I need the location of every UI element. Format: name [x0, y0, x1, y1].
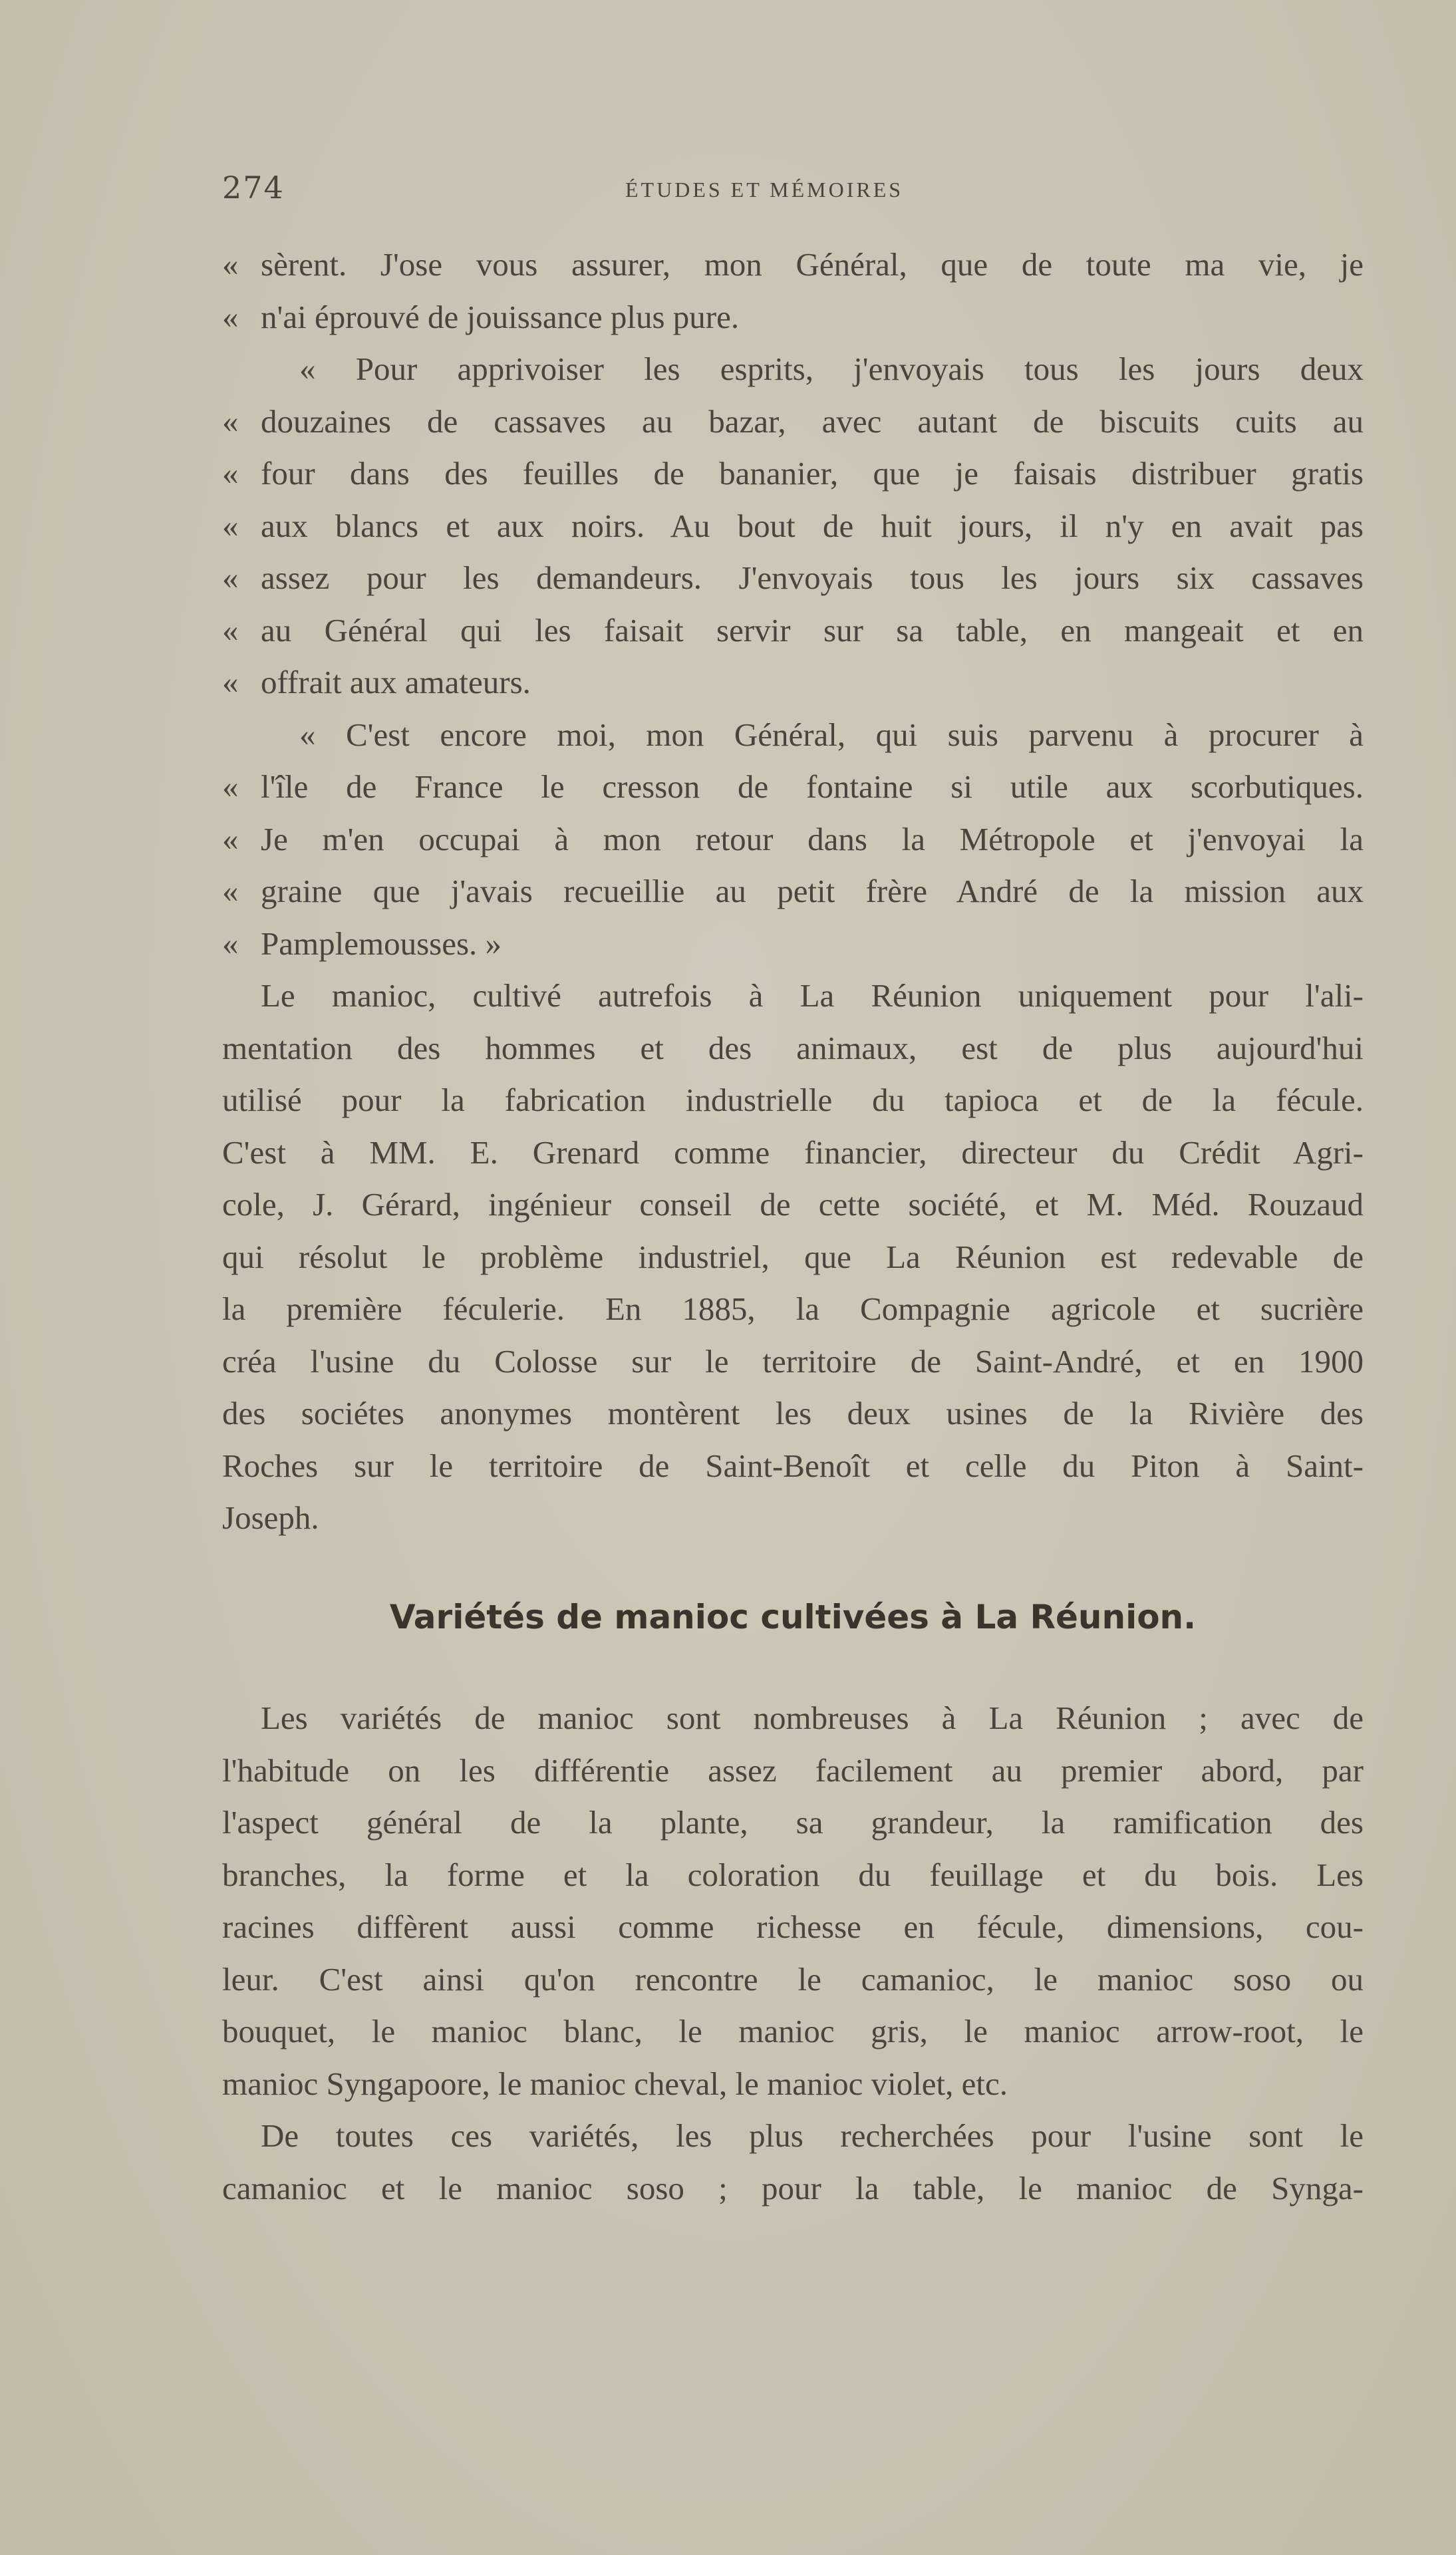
line-text: racines diffèrent aussi comme richesse en fécule, dimensions, cou- — [222, 1908, 1364, 1945]
line-text: De toutes ces variétés, les plus recherchées pour l'usine sont le — [261, 2117, 1364, 2154]
line-text: au Général qui les faisait servir sur sa table, en mangeait et en — [261, 611, 1364, 649]
text-line — [222, 1074, 1364, 1127]
quote-mark: « — [222, 246, 239, 283]
text-line — [222, 605, 1364, 657]
quote-mark: « — [222, 664, 239, 700]
quote-mark: « — [222, 298, 239, 335]
quoted-letter — [222, 239, 1364, 970]
line-text: Le manioc, cultivé autrefois à La Réunion uniquement pour l'ali- — [261, 977, 1364, 1014]
text-line — [222, 1745, 1364, 1797]
line-text: l'aspect général de la plante, sa grandeur, la ramification des — [222, 1804, 1364, 1841]
text-line — [222, 1692, 1364, 1745]
line-text: Pamplemousses. » — [261, 925, 502, 962]
text-line — [222, 2163, 1364, 2215]
text-line — [222, 1283, 1364, 1336]
text-line — [222, 1231, 1364, 1284]
line-text: Les variétés de manioc sont nombreuses à La Réunion ; avec de — [261, 1700, 1364, 1736]
quote-mark: « — [222, 507, 239, 544]
text-line — [222, 918, 1364, 971]
text-line — [222, 291, 1364, 344]
text-line — [222, 2058, 1364, 2111]
text-line — [222, 865, 1364, 918]
section-paragraph — [222, 1692, 1364, 2214]
line-text: aux blancs et aux noirs. Au bout de huit jours, il n'y en avait pas — [261, 507, 1364, 544]
line-text: mentation des hommes et des animaux, est de plus aujourd'hui — [222, 1029, 1364, 1066]
line-text: l'île de France le cresson de fontaine si utile aux scorbutiques. — [261, 768, 1364, 805]
text-line — [222, 657, 1364, 709]
text-line — [222, 1336, 1364, 1388]
quote-mark: « — [222, 559, 239, 596]
text-line — [222, 239, 1364, 291]
line-text: leur. C'est ainsi qu'on rencontre le camanioc, le manioc soso ou — [222, 1960, 1364, 1998]
text-line — [222, 761, 1364, 814]
line-text: assez pour les demandeurs. J'envoyais tous les jours six cassaves — [261, 559, 1364, 596]
section-heading: Variétés de manioc cultivées à La Réunion. — [389, 1598, 1197, 1636]
line-text: offrait aux amateurs. — [261, 664, 531, 700]
line-text: branches, la forme et la coloration du feuillage et du bois. Les — [222, 1856, 1364, 1893]
text-line — [222, 2110, 1364, 2163]
text-line — [222, 396, 1364, 448]
line-text: Roches sur le territoire de Saint-Benoît et celle du Piton à Saint- — [222, 1447, 1364, 1484]
line-text: la première féculerie. En 1885, la Compagnie agricole et sucrière — [222, 1290, 1364, 1327]
line-text: « C'est encore moi, mon Général, qui suis parvenu à procurer à — [299, 716, 1364, 753]
line-text: qui résolut le problème industriel, que La Réunion est redevable de — [222, 1238, 1364, 1275]
text-line — [222, 1388, 1364, 1440]
text-line — [222, 1492, 1364, 1545]
line-text: créa l'usine du Colosse sur le territoire de Saint-André, et en 1900 — [222, 1342, 1364, 1380]
quote-mark: « — [222, 873, 239, 909]
text-line — [222, 2006, 1364, 2058]
body-paragraph — [222, 970, 1364, 1545]
text-line — [222, 1849, 1364, 1902]
line-text: bouquet, le manioc blanc, le manioc gris, le manioc arrow-root, le — [222, 2013, 1364, 2049]
quote-mark: « — [222, 611, 239, 649]
text-line — [222, 1954, 1364, 2006]
line-text: graine que j'avais recueillie au petit frère André de la mission aux — [261, 873, 1364, 909]
text-line — [222, 709, 1364, 762]
line-text: sèrent. J'ose vous assurer, mon Général, que de toute ma vie, je — [261, 246, 1364, 283]
text-line — [222, 343, 1364, 396]
line-text: four dans des feuilles de bananier, que je faisais distribuer gratis — [261, 455, 1364, 492]
text-line — [222, 1022, 1364, 1075]
line-text: utilisé pour la fabrication industrielle du tapioca et de la fécule. — [222, 1082, 1364, 1118]
text-line — [222, 970, 1364, 1022]
text-line — [222, 552, 1364, 605]
text-line — [222, 448, 1364, 500]
line-text: Je m'en occupai à mon retour dans la Métropole et j'envoyai la — [261, 820, 1364, 857]
line-text: manioc Syngapoore, le manioc cheval, le manioc violet, etc. — [222, 2065, 1008, 2102]
text-line — [222, 1901, 1364, 1954]
quote-mark: « — [222, 768, 239, 805]
line-text: camanioc et le manioc soso ; pour la table, le manioc de Synga- — [222, 2169, 1364, 2206]
text-line — [222, 1797, 1364, 1849]
text-line — [222, 814, 1364, 866]
page-header — [222, 170, 1364, 210]
text-line — [222, 1179, 1364, 1231]
page-number: 274 — [222, 170, 285, 206]
quote-mark: « — [222, 455, 239, 492]
quote-mark: « — [222, 820, 239, 857]
line-text: « Pour apprivoiser les esprits, j'envoyais tous les jours deux — [299, 351, 1364, 387]
text-line — [222, 1127, 1364, 1179]
line-text: cole, J. Gérard, ingénieur conseil de cette société, et M. Méd. Rouzaud — [222, 1186, 1364, 1223]
line-text: douzaines de cassaves au bazar, avec autant de biscuits cuits au — [261, 402, 1364, 440]
line-text: Joseph. — [222, 1499, 319, 1536]
line-text: des sociétes anonymes montèrent les deux usines de la Rivière des — [222, 1395, 1364, 1431]
running-title: ÉTUDES ET MÉMOIRES — [625, 178, 904, 202]
line-text: C'est à MM. E. Grenard comme financier, directeur du Crédit Agri- — [222, 1133, 1364, 1171]
text-line — [222, 500, 1364, 553]
quote-mark: « — [222, 402, 239, 440]
quote-mark: « — [222, 925, 239, 962]
line-text: n'ai éprouvé de jouissance plus pure. — [261, 298, 740, 335]
line-text: l'habitude on les différentie assez facilement au premier abord, par — [222, 1751, 1364, 1789]
text-line — [222, 1440, 1364, 1493]
